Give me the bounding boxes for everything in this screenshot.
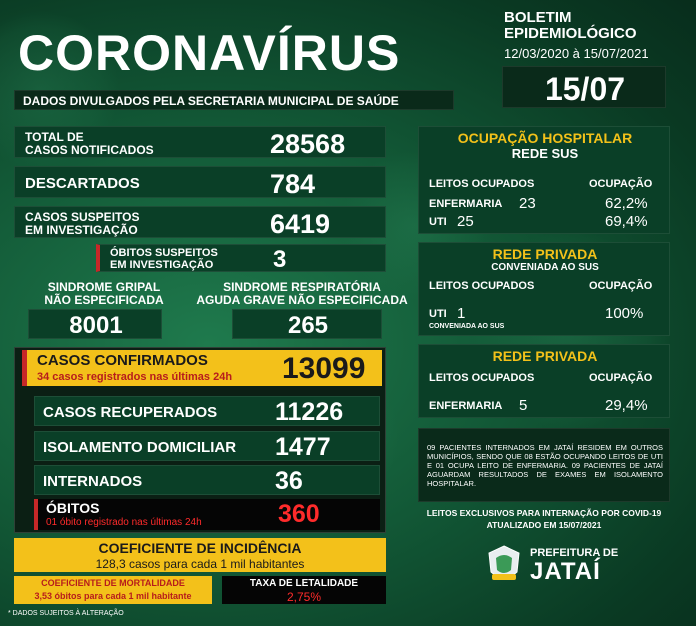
mortality-label: COEFICIENTE DE MORTALIDADE xyxy=(41,578,185,588)
bulletin-period: 12/03/2020 à 15/07/2021 xyxy=(504,46,649,61)
isolamento-label: ISOLAMENTO DOMICILIAR xyxy=(43,439,237,456)
private2-title: REDE PRIVADA xyxy=(492,348,598,364)
private1-box xyxy=(418,242,670,336)
bulletin-label-1: BOLETIM xyxy=(504,9,572,26)
descartados-value: 784 xyxy=(270,169,316,199)
footnote: * DADOS SUJEITOS À ALTERAÇÃO xyxy=(8,610,124,617)
recuperados-value: 11226 xyxy=(275,398,344,426)
logo-line-1: PREFEITURA DE xyxy=(530,547,619,559)
hospital-uti-label: UTI xyxy=(429,216,447,228)
internados-box xyxy=(34,465,380,495)
hospital-enf-pct: 62,2% xyxy=(605,195,648,212)
private2-box xyxy=(418,344,670,418)
notificados-label-1: TOTAL DE xyxy=(25,130,84,144)
gripal-label-2: NÃO ESPECIFICADA xyxy=(44,293,164,307)
suspeitos-value: 6419 xyxy=(270,209,331,239)
obitos-label: ÓBITOS xyxy=(46,500,100,516)
private1-uti-note: CONVENIADA AO SUS xyxy=(429,323,505,330)
mortality-box xyxy=(14,576,212,604)
lethality-label: TAXA DE LETALIDADE xyxy=(249,578,359,589)
notificados-box xyxy=(14,126,386,158)
incidence-value: 128,3 casos para cada 1 mil habitantes xyxy=(95,557,305,571)
obitos-suspeitos-box xyxy=(96,244,386,272)
coat-of-arms-icon xyxy=(486,544,522,586)
srag-box xyxy=(232,309,382,339)
hospital-title: OCUPAÇÃO HOSPITALAR xyxy=(457,130,633,146)
srag-label-1: SINDROME RESPIRATÓRIA xyxy=(223,280,381,294)
bulletin-date: 15/07 xyxy=(544,71,626,107)
recuperados-label: CASOS RECUPERADOS xyxy=(43,404,218,421)
page-title: CORONAVÍRUS xyxy=(18,25,401,81)
prefeitura-logo xyxy=(486,544,522,586)
private1-col-occ: OCUPAÇÃO xyxy=(589,280,653,292)
incidence-box xyxy=(14,538,386,572)
internados-value: 36 xyxy=(275,467,303,495)
hospital-col-beds: LEITOS OCUPADOS xyxy=(429,178,535,190)
lethality-box xyxy=(222,576,386,604)
private2-enf-value: 5 xyxy=(519,397,528,414)
private1-title: REDE PRIVADA xyxy=(492,246,598,262)
internados-note-box xyxy=(418,428,670,502)
private2-enf-pct: 29,4% xyxy=(605,397,648,414)
bulletin-label-2: EPIDEMIOLÓGICO xyxy=(504,25,637,42)
lethality-value: 2,75% xyxy=(286,590,322,604)
gripal-label-1: SINDROME GRIPAL xyxy=(47,280,161,294)
srag-value: 265 xyxy=(287,312,329,339)
hospital-enf-label: ENFERMARIA xyxy=(429,198,503,210)
suspeitos-label-2: EM INVESTIGAÇÃO xyxy=(25,223,138,237)
descartados-box xyxy=(14,166,386,198)
obitos-suspeitos-value: 3 xyxy=(273,246,287,273)
private1-uti-label: UTI xyxy=(429,308,447,320)
gripal-box xyxy=(28,309,162,339)
private1-subtitle: CONVENIADA AO SUS xyxy=(491,262,599,273)
obitos-suspeitos-label-1: ÓBITOS SUSPEITOS xyxy=(110,247,218,259)
gripal-value: 8001 xyxy=(69,312,123,339)
confirmed-box xyxy=(22,350,382,386)
suspeitos-box xyxy=(14,206,386,238)
incidence-label: COEFICIENTE DE INCIDÊNCIA xyxy=(98,540,302,556)
confirmed-sub: 34 casos registrados nas últimas 24h xyxy=(37,371,233,383)
internados-note: 09 PACIENTES INTERNADOS EM JATAÍ RESIDEM EM OUTROS MUNICÍPIOS, SENDO QUE 08 ESTÃO OCUPANDO LEITOS DE UTI E 01 OCUPA LEITO DE ENFERMARIA. 09 PACIENTES DE JATAÍ AGUARDAM RESULTADOS DE EXAMES EM ISOLAMENTO HOSPITALAR. xyxy=(427,443,663,488)
srag-label-2: AGUDA GRAVE NÃO ESPECIFICADA xyxy=(196,293,408,307)
hospital-col-occ: OCUPAÇÃO xyxy=(589,178,653,190)
hospital-box xyxy=(418,126,670,234)
hospital-enf-value: 23 xyxy=(519,195,536,212)
obitos-box xyxy=(34,499,380,530)
notificados-label-2: CASOS NOTIFICADOS xyxy=(25,143,154,157)
obitos-suspeitos-label-2: EM INVESTIGAÇÃO xyxy=(110,259,214,271)
date-box xyxy=(502,66,666,108)
isolamento-box xyxy=(34,431,380,461)
subtitle-bar xyxy=(14,90,454,110)
private1-uti-value: 1 xyxy=(457,305,466,322)
obitos-value: 360 xyxy=(278,500,320,528)
hospital-uti-pct: 69,4% xyxy=(605,213,648,230)
confirmed-label: CASOS CONFIRMADOS xyxy=(37,352,208,369)
notificados-value: 28568 xyxy=(270,129,346,159)
descartados-label: DESCARTADOS xyxy=(25,175,140,192)
recuperados-box xyxy=(34,396,380,426)
private1-uti-pct: 100% xyxy=(605,305,644,322)
isolamento-value: 1477 xyxy=(275,433,331,461)
private2-col-beds: LEITOS OCUPADOS xyxy=(429,372,535,384)
mortality-value: 3,53 óbitos para cada 1 mil habitante xyxy=(34,591,192,601)
subtitle: DADOS DIVULGADOS PELA SECRETARIA MUNICIPAL DE SAÚDE xyxy=(23,94,399,108)
private1-col-beds: LEITOS OCUPADOS xyxy=(429,280,535,292)
internados-label: INTERNADOS xyxy=(43,473,143,490)
suspeitos-label-1: CASOS SUSPEITOS xyxy=(25,210,140,224)
exclusive-note: LEITOS EXCLUSIVOS PARA INTERNAÇÃO POR COVID-19 xyxy=(426,508,662,518)
hospital-subtitle: REDE SUS xyxy=(511,146,579,161)
confirmed-value: 13099 xyxy=(282,352,366,385)
obitos-sub: 01 óbito registrado nas últimas 24h xyxy=(46,517,202,528)
private2-enf-label: ENFERMARIA xyxy=(429,400,503,412)
logo-line-2: JATAÍ xyxy=(530,558,601,585)
updated-note: ATUALIZADO EM 15/07/2021 xyxy=(486,520,602,530)
private2-col-occ: OCUPAÇÃO xyxy=(589,372,653,384)
hospital-uti-value: 25 xyxy=(457,213,474,230)
